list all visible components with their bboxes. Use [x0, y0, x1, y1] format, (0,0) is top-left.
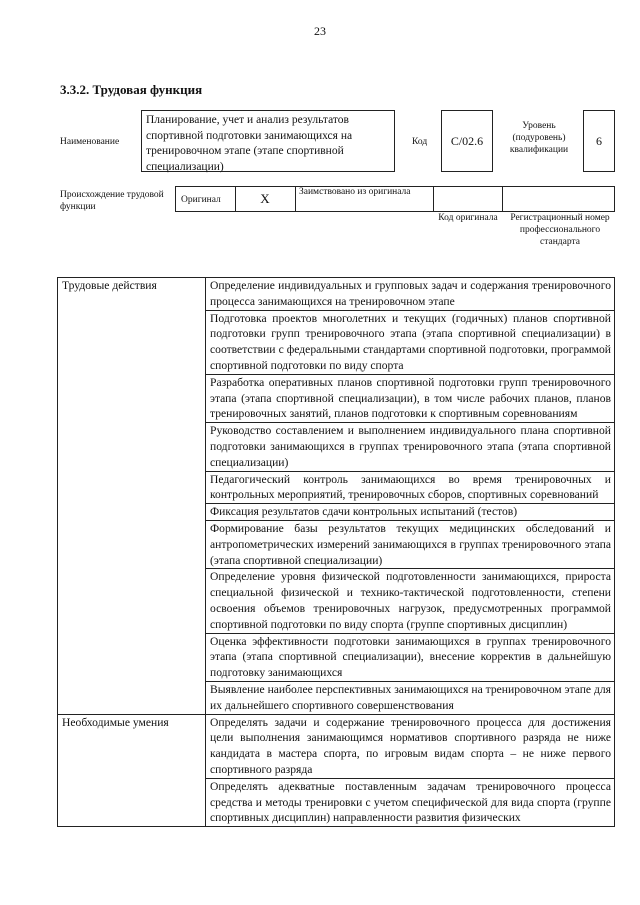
labor-action-item: Руководство составлением и выполнением индивидуального плана спортивной подготовки занимающихся в группах тренировочного этапа (этапа спортивной специализации) — [206, 423, 615, 471]
code-value: С/02.6 — [450, 133, 484, 148]
function-details-table — [57, 277, 615, 827]
original-label: Оригинал — [181, 195, 221, 205]
labor-action-item: Разработка оперативных планов спортивной подготовки групп тренировочного этапа (этапа спортивной специализации), в том числе рабочих планов, планов тренировочных занятий, планов подготовки к спортивным соревнованиям — [206, 374, 615, 422]
labor-action-item: Фиксация результатов сдачи контрольных испытаний (тестов) — [206, 504, 615, 521]
divider — [433, 186, 434, 212]
name-label: Наименование — [60, 137, 120, 147]
labor-action-item: Оценка эффективности подготовки занимающихся в группах тренировочного этапа (этапа спортивной специализации), внесение корректив в дальнейшую подготовку занимающихся — [206, 633, 615, 681]
labor-actions-label: Трудовые действия — [58, 278, 206, 715]
labor-action-item: Формирование базы результатов текущих медицинских обследований и антропометрических измерений занимающихся в группах тренировочного этапа (этапа спортивной специализации) — [206, 520, 615, 568]
labor-action-item: Педагогический контроль занимающихся во время тренировочных и контрольных мероприятий, тренировочных сборов, спортивных соревнований — [206, 471, 615, 504]
labor-action-item: Определение индивидуальных и групповых задач и содержания тренировочного процесса занимающихся на тренировочном этапе — [206, 278, 615, 311]
skill-item: Определять адекватные поставленным задачам тренировочного процесса средства и методы тренировки с учетом специфической для вида спорта (группе спортивных дисциплин) направленности развития физических — [206, 778, 615, 826]
function-name: Планирование, учет и анализ результатов спортивной подготовки занимающихся на тренировочном этапе (этапе спортивной специализации) — [146, 114, 353, 173]
reg-number-caption: Регистрационный номер профессионального стандарта — [510, 213, 610, 247]
section-title: 3.3.2. Трудовая функция — [60, 82, 203, 97]
divider — [295, 186, 296, 212]
code-original-caption: Код оригинала — [438, 213, 498, 223]
page-number: 23 — [314, 24, 326, 38]
table-row — [58, 714, 615, 778]
labor-action-item: Подготовка проектов многолетних и текущих (годичных) планов спортивной подготовки групп тренировочного этапа (этапа спортивной специализации) в соответствии с федеральными стандартами спортивной подготовки, программой спортивной подготовки по виду спорта — [206, 310, 615, 374]
labor-action-item: Определение уровня физической подготовленности занимающихся, прироста специальной физической и технико-тактической подготовленности, степени освоения объемов тренировочных нагрузок, предусмотренных программой спортивной подготовки по виду спорта (группе спортивных дисциплин) — [206, 569, 615, 633]
skill-item: Определять задачи и содержание тренировочного процесса для достижения цели выполнения занимающимся нормативов спортивного разряда не ниже кандидата в мастера спорта, по игровым видам спорта – не ниже первого спортивного разряда — [206, 714, 615, 778]
borrowed-label: Заимствовано из оригинала — [299, 187, 411, 197]
divider — [502, 186, 503, 212]
origin-label: Происхождение трудовой функции — [60, 190, 164, 212]
original-mark: X — [260, 191, 270, 206]
level-box — [583, 110, 615, 172]
function-name-box — [141, 110, 395, 172]
level-value: 6 — [596, 133, 602, 148]
labor-action-item: Выявление наиболее перспективных занимающихся на тренировочном этапе для их дальнейшего спортивного совершенствования — [206, 681, 615, 714]
code-box — [441, 110, 493, 172]
code-label: Код — [412, 137, 428, 147]
table-row — [58, 278, 615, 311]
required-skills-label: Необходимые умения — [58, 714, 206, 827]
level-label: Уровень (подуровень) квалификации — [509, 121, 569, 155]
